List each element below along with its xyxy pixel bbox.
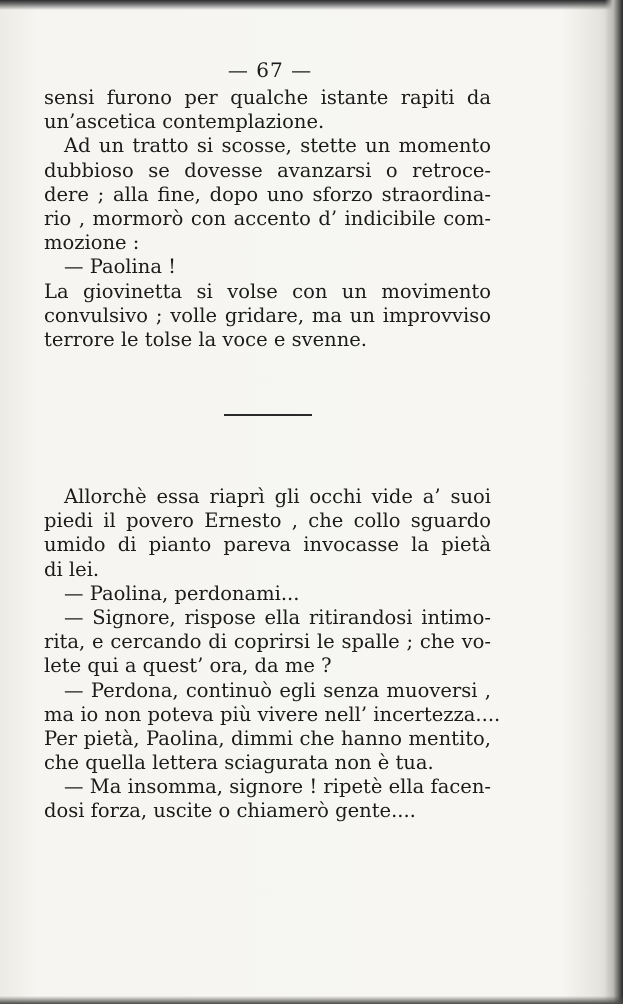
- page-bottom-shadow: [0, 996, 623, 1004]
- text-line: un’ascetica contemplazione.: [44, 110, 325, 134]
- page-top-shadow: [0, 0, 623, 10]
- text-line: umido di pianto pareva invocasse la pietà: [44, 533, 491, 557]
- text-line: — Paolina !: [64, 255, 177, 279]
- text-line: La giovinetta si volse con un movimento: [44, 279, 491, 303]
- text-line: — Signore, rispose ella ritirandosi intimo-: [64, 605, 491, 629]
- section-separator-rule: [224, 414, 312, 416]
- text-line: rita, e cercando di coprirsi le spalle ; che vo-: [44, 630, 491, 654]
- text-line: rio , mormorò con accento d’ indicibile com-: [44, 206, 491, 230]
- text-line: convulsivo ; volle gridare, ma un improvviso: [44, 303, 491, 327]
- text-line: piedi il povero Ernesto , che collo sguardo: [44, 509, 491, 533]
- text-line: che quella lettera sciagurata non è tua.: [44, 751, 434, 775]
- text-line: Per pietà, Paolina, dimmi che hanno mentito,: [44, 726, 491, 750]
- page-number: — 67 —: [227, 58, 313, 82]
- page-gutter-shadow: [605, 0, 623, 1004]
- text-line: — Ma insomma, signore ! ripetè ella facen-: [64, 775, 491, 799]
- text-line: Ad un tratto si scosse, stette un momento: [64, 134, 491, 158]
- text-line: sensi furono per qualche istante rapiti da: [44, 86, 491, 109]
- text-line: di lei.: [44, 557, 100, 581]
- text-line: dubbioso se dovesse avanzarsi o retroce-: [44, 158, 491, 182]
- text-line: Allorchè essa riaprì gli occhi vide a’ suoi: [64, 485, 491, 508]
- text-line: — Paolina, perdonami...: [64, 581, 300, 605]
- text-line: dere ; alla fine, dopo uno sforzo straordina-: [44, 182, 491, 206]
- text-line: lete qui a quest’ ora, da me ?: [44, 654, 332, 678]
- text-line: mozione :: [44, 231, 140, 255]
- text-line: dosi forza, uscite o chiamerò gente....: [44, 799, 416, 823]
- text-block-upper: [44, 86, 491, 352]
- text-line: — Perdona, continuò egli senza muoversi ,: [64, 678, 491, 702]
- text-line: terrore le tolse la voce e svenne.: [44, 327, 367, 351]
- text-block-lower: [44, 485, 501, 824]
- text-line: ma io non poteva più vivere nell’ incertezza....: [44, 702, 501, 726]
